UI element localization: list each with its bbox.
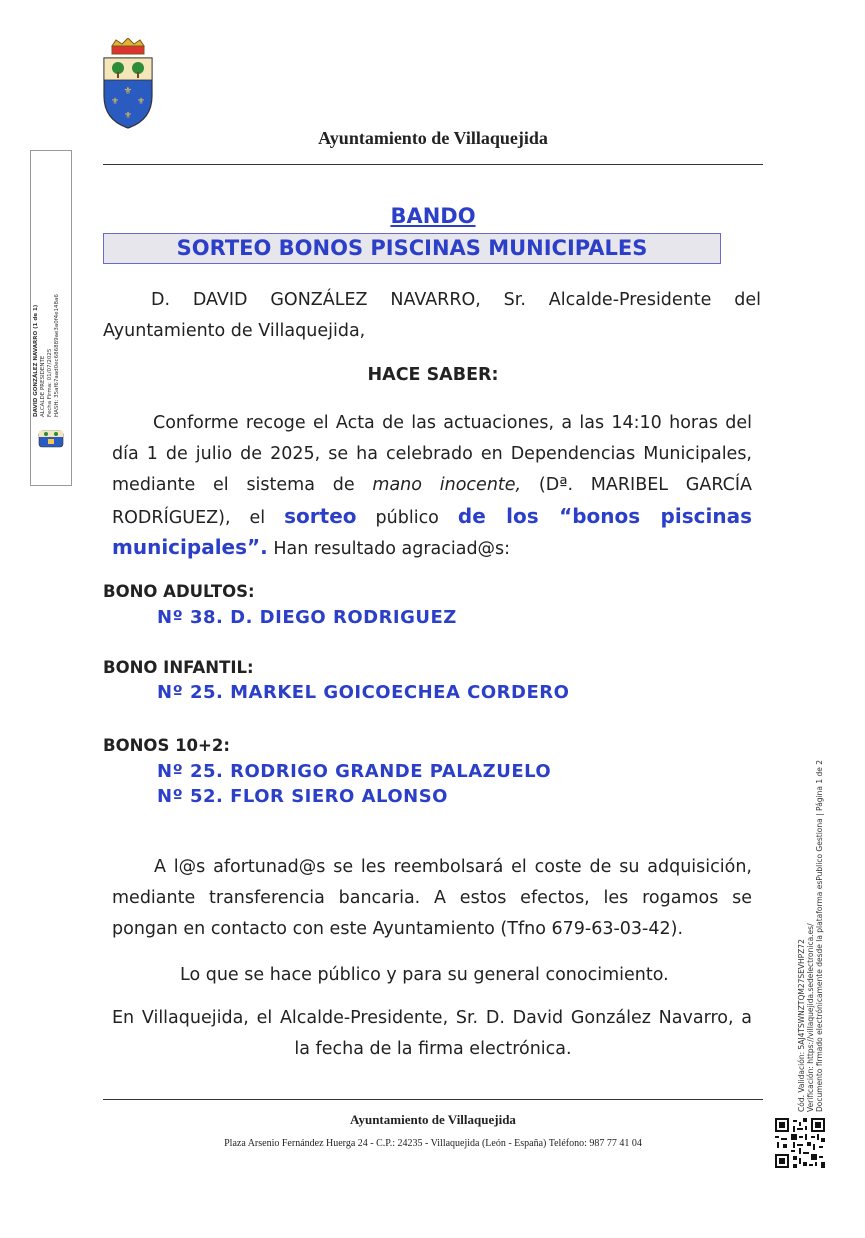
signature-stamp bbox=[30, 150, 72, 486]
closing-text: Lo que se hace público y para su general conocimiento. bbox=[180, 965, 669, 985]
para1-l3-a: mediante el sistema de bbox=[112, 475, 355, 495]
intro-line-1: D. DAVID GONZÁLEZ NAVARRO, Sr. Alcalde-Presidente del bbox=[151, 290, 761, 310]
result-winner-infantil-1: Nº 25. MARKEL GOICOECHEA CORDERO bbox=[157, 682, 570, 703]
para1-l5-b: Han resultado agraciad@s: bbox=[273, 539, 511, 559]
para1-l4-publico: público bbox=[375, 508, 439, 528]
sign-off-line-1: En Villaquejida, el Alcalde-Presidente, Sr. D. David González Navarro, a bbox=[112, 1008, 752, 1028]
validation-code: Cód. Validación: 5AJ4TSWNZTQM27SEVHPZ72 bbox=[797, 939, 806, 1112]
signature-role: ALCALDE PRESIDENTE bbox=[40, 355, 46, 417]
svg-text:⚜: ⚜ bbox=[136, 97, 146, 107]
intro-line-2: Ayuntamiento de Villaquejida, bbox=[103, 321, 366, 341]
coat-of-arms-logo bbox=[100, 38, 156, 130]
result-winner-bonos-1: Nº 25. RODRIGO GRANDE PALAZUELO bbox=[157, 761, 552, 782]
title-sorteo: SORTEO BONOS PISCINAS MUNICIPALES bbox=[103, 233, 721, 264]
header-org: Ayuntamiento de Villaquejida bbox=[318, 128, 548, 148]
para1-line-5 bbox=[112, 532, 510, 565]
header-divider bbox=[103, 164, 763, 165]
result-winner-adultos-1: Nº 38. D. DIEGO RODRIGUEZ bbox=[157, 607, 457, 628]
para2-line-1: A l@s afortunad@s se les reembolsará el coste de su adquisición, bbox=[154, 857, 752, 877]
result-winner-bonos-2: Nº 52. FLOR SIERO ALONSO bbox=[157, 786, 448, 807]
para1-line-3 bbox=[112, 470, 752, 501]
para1-l4-bonos: de los “bonos piscinas bbox=[457, 504, 752, 528]
para1-line-2: día 1 de julio de 2025, se ha celebrado en Dependencias Municipales, bbox=[112, 444, 752, 464]
svg-text:⚜: ⚜ bbox=[123, 111, 133, 121]
signature-signer: DAVID GONZÁLEZ NAVARRO (1 de 1) bbox=[33, 304, 39, 417]
footer-org: Ayuntamiento de Villaquejida bbox=[350, 1112, 516, 1127]
title-bando: BANDO bbox=[390, 204, 476, 228]
result-category-bonos: BONOS 10+2: bbox=[103, 736, 230, 755]
para2-line-2: mediante transferencia bancaria. A estos efectos, les rogamos se bbox=[112, 888, 752, 908]
para1-l3-c: (Dª. MARIBEL GARCÍA bbox=[538, 475, 752, 495]
footer-address: Plaza Arsenio Fernández Huerga 24 - C.P.: 24235 - Villaquejida (León - España) Teléfono: 987 77 41 04 bbox=[224, 1138, 642, 1149]
para2-line-3: pongan en contacto con este Ayuntamiento (Tfno 679-63-03-42). bbox=[112, 919, 684, 939]
validation-block bbox=[797, 760, 824, 1112]
signature-date: Fecha Firma: 01/07/2025 bbox=[47, 348, 53, 417]
para1-line-1: Conforme recoge el Acta de las actuaciones, a las 14:10 horas del bbox=[153, 413, 752, 433]
svg-text:⚜: ⚜ bbox=[110, 97, 120, 107]
validation-url: Verificación: https://villaquejida.sedelectronica.es/ bbox=[806, 923, 815, 1112]
signature-hash: HASH: 35af67aad0ec686889ae3a0f4e148a6 bbox=[54, 294, 60, 417]
para1-line-4 bbox=[112, 501, 752, 534]
sign-off-line-2: la fecha de la firma electrónica. bbox=[294, 1039, 572, 1059]
signature-coat-icon bbox=[38, 429, 64, 449]
svg-text:⚜: ⚜ bbox=[123, 86, 133, 97]
hace-saber: HACE SABER: bbox=[367, 365, 499, 385]
para1-l4-a: RODRÍGUEZ), el bbox=[112, 508, 266, 528]
para1-l4-sorteo: sorteo bbox=[284, 504, 357, 528]
para1-l5-municipales: municipales”. bbox=[112, 535, 268, 559]
footer-divider bbox=[103, 1099, 763, 1100]
validation-note: Documento firmado electrónicamente desde la plataforma esPublico Gestiona | Página 1 de 2 bbox=[815, 759, 824, 1112]
result-category-adultos: BONO ADULTOS: bbox=[103, 582, 255, 601]
qr-code-icon bbox=[775, 1118, 825, 1168]
result-category-infantil: BONO INFANTIL: bbox=[103, 658, 254, 677]
para1-l3-italic: mano inocente, bbox=[372, 475, 522, 495]
